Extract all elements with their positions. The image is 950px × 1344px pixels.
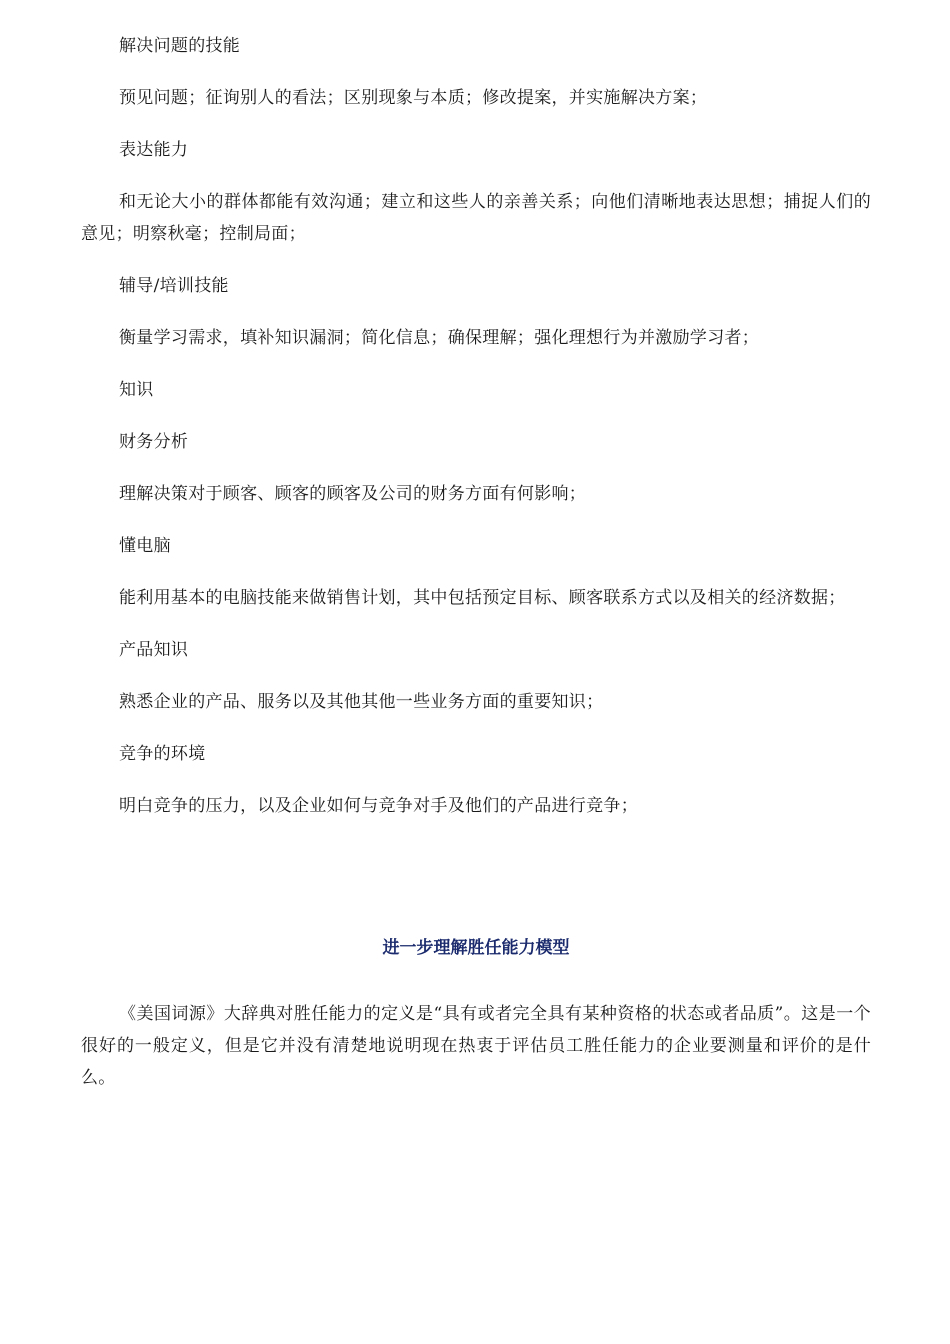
desc-financial-analysis: 理解决策对于顾客、顾客的顾客及公司的财务方面有何影响； bbox=[119, 484, 587, 504]
desc-expression: 和无论大小的群体都能有效沟通；建立和这些人的亲善关系；向他们清晰地表达思想；捕捉人们的意见；明察秋毫；控制局面； bbox=[81, 192, 871, 244]
heading-knowledge: 知识 bbox=[119, 380, 154, 400]
desc-coaching: 衡量学习需求，填补知识漏洞；简化信息；确保理解；强化理想行为并激励学习者； bbox=[119, 328, 760, 348]
desc-product-knowledge: 熟悉企业的产品、服务以及其他其他一些业务方面的重要知识； bbox=[119, 692, 604, 712]
desc-competitive-environment: 明白竞争的压力，以及企业如何与竞争对手及他们的产品进行竞争； bbox=[119, 796, 638, 816]
desc-computer-skills: 能利用基本的电脑技能来做销售计划，其中包括预定目标、顾客联系方式以及相关的经济数据； bbox=[119, 588, 846, 608]
section-spacer bbox=[81, 842, 871, 936]
heading-coaching: 辅导/培训技能 bbox=[119, 276, 229, 296]
heading-problem-solving: 解决问题的技能 bbox=[119, 36, 241, 56]
desc-problem-solving: 预见问题；征询别人的看法；区别现象与本质；修改提案，并实施解决方案； bbox=[119, 88, 708, 108]
heading-competitive-environment: 竞争的环境 bbox=[119, 744, 206, 764]
section-title: 进一步理解胜任能力模型 bbox=[382, 938, 570, 958]
heading-product-knowledge: 产品知识 bbox=[119, 640, 189, 660]
heading-computer-skills: 懂电脑 bbox=[119, 536, 171, 556]
heading-financial-analysis: 财务分析 bbox=[119, 432, 189, 452]
document-page bbox=[81, 30, 871, 1114]
heading-expression: 表达能力 bbox=[119, 140, 189, 160]
section-paragraph: 《美国词源》大辞典对胜任能力的定义是“具有或者完全具有某种资格的状态或者品质”。这是一个很好的一般定义，但是它并没有清楚地说明现在热衷于评估员工胜任能力的企业要测量和评价的是什么。 bbox=[81, 1004, 871, 1088]
